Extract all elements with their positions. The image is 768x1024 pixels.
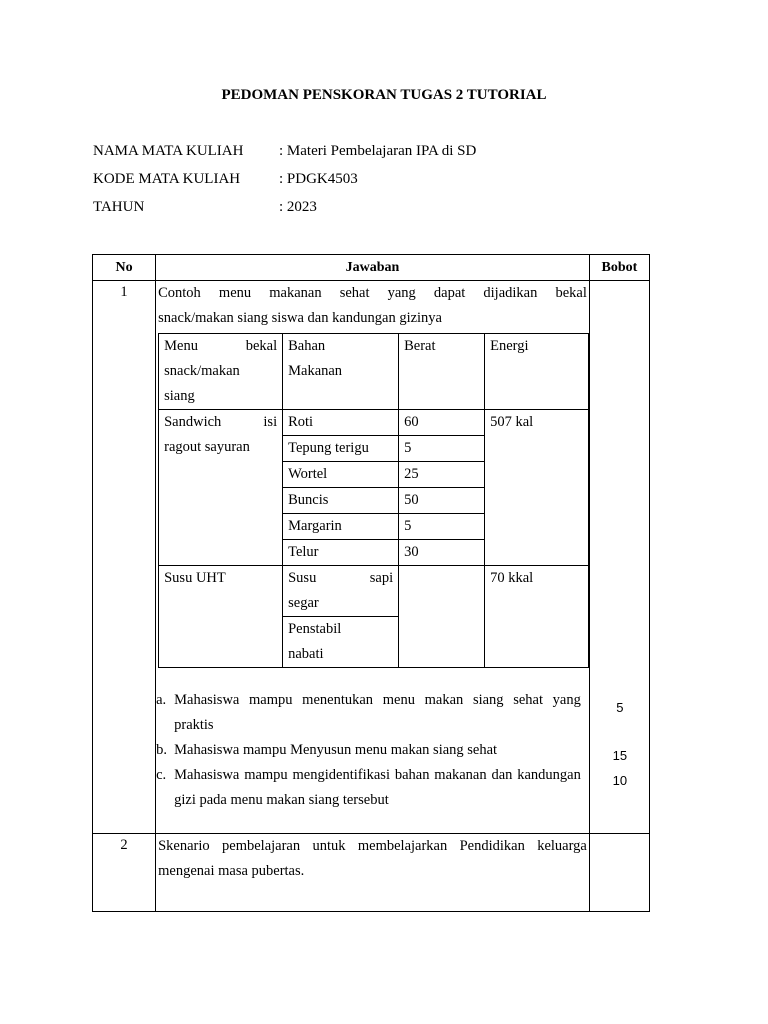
ingredient: Margarin [283, 514, 399, 540]
criterion-text: Mahasiswa mampu menentukan menu makan siang sehat yang praktis [174, 692, 581, 733]
meta-course-name [93, 143, 476, 160]
weight: 50 [399, 488, 485, 514]
scoring-table [92, 254, 650, 912]
nutrition-header-menu [159, 334, 283, 410]
nutrition-header-row [159, 334, 589, 410]
meta-label: KODE MATA KULIAH [93, 171, 241, 187]
table-header-row [93, 255, 650, 281]
bobot-cell [589, 281, 649, 834]
ingredient-line: Susu sapi [288, 570, 394, 586]
row-number: 2 [93, 834, 156, 912]
header-line: Bahan [288, 338, 326, 354]
nutrition-header-energi: Energi [485, 334, 589, 410]
list-marker: c. [156, 767, 167, 783]
list-item [156, 738, 589, 763]
answer-cell [156, 281, 590, 834]
header-jawaban: Jawaban [156, 255, 590, 281]
row-number: 1 [93, 281, 156, 834]
list-item [156, 763, 589, 813]
nutrition-header-berat: Berat [399, 334, 485, 410]
ingredient-line: Penstabil [288, 621, 342, 637]
bobot-value: 15 [612, 748, 628, 763]
weight: 5 [399, 514, 485, 540]
energy-sandwich: 507 kal [485, 410, 589, 566]
answer-intro-line: snack/makan siang siswa dan kandungan gizinya [158, 310, 442, 326]
answer-intro: Skenario pembelajaran untuk membelajarkan Pendidikan keluarga mengenai masa pubertas. [158, 838, 587, 879]
criteria-list [156, 688, 589, 813]
menu-susu: Susu UHT [159, 566, 283, 668]
bobot-value: 10 [612, 773, 628, 788]
ingredient: Wortel [283, 462, 399, 488]
weight: 25 [399, 462, 485, 488]
bobot-value: 5 [616, 700, 624, 715]
answer-intro-line: Contoh menu makanan sehat yang dapat dijadikan bekal [158, 285, 587, 301]
bobot-cell [589, 834, 649, 912]
meta-label: TAHUN [93, 199, 145, 215]
ingredient: Roti [283, 410, 399, 436]
header-line: siang [164, 388, 195, 404]
weight-empty [399, 566, 485, 668]
header-line: Makanan [288, 363, 343, 379]
document-title: PEDOMAN PENSKORAN TUGAS 2 TUTORIAL [221, 87, 547, 103]
table-row [93, 834, 650, 912]
meta-label: NAMA MATA KULIAH [93, 143, 244, 159]
ingredient: Buncis [283, 488, 399, 514]
weight: 5 [399, 436, 485, 462]
criterion-text: Mahasiswa mampu mengidentifikasi bahan makanan dan kandungan gizi pada menu makan siang tersebut [174, 767, 581, 808]
menu-line: Sandwich isi [164, 414, 278, 430]
meta-course-code [93, 171, 358, 188]
list-item [156, 688, 589, 738]
ingredient: Telur [283, 540, 399, 566]
table-row [93, 281, 650, 834]
menu-sandwich [159, 410, 283, 566]
ingredient [283, 617, 399, 668]
list-marker: b. [156, 742, 167, 758]
meta-value: : 2023 [279, 199, 317, 215]
nutrition-row [159, 410, 589, 436]
header-line: snack/makan [164, 363, 240, 379]
list-marker: a. [156, 692, 167, 708]
weight: 30 [399, 540, 485, 566]
ingredient [283, 566, 399, 617]
meta-value: : Materi Pembelajaran IPA di SD [279, 143, 477, 159]
header-no: No [93, 255, 156, 281]
ingredient-line: nabati [288, 646, 324, 662]
menu-line: ragout sayuran [164, 439, 250, 455]
nutrition-table [158, 333, 589, 668]
meta-year [93, 199, 317, 216]
energy-susu: 70 kkal [485, 566, 589, 668]
nutrition-header-bahan [283, 334, 399, 410]
ingredient-line: segar [288, 595, 319, 611]
criterion-text: Mahasiswa mampu Menyusun menu makan siang sehat [174, 742, 498, 758]
answer-cell [156, 834, 590, 912]
meta-value: : PDGK4503 [279, 171, 358, 187]
answer-intro [156, 281, 589, 331]
nutrition-row [159, 566, 589, 617]
weight: 60 [399, 410, 485, 436]
ingredient: Tepung terigu [283, 436, 399, 462]
header-line: Menu bekal [164, 338, 278, 354]
header-bobot: Bobot [589, 255, 649, 281]
